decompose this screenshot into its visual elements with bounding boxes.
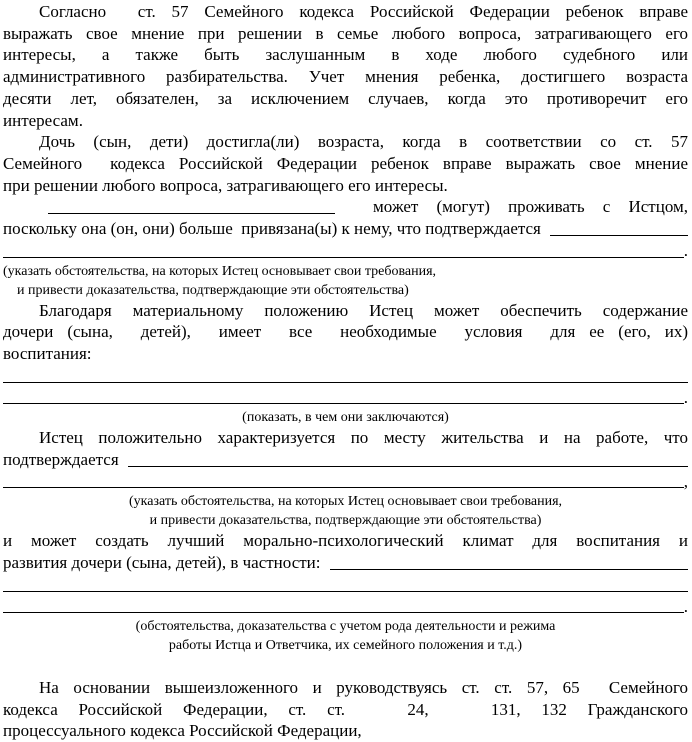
empty-line [3,655,688,677]
doc-line: кодекса Российской Федерации, ст. ст. 24, 131, 132 Гражданского [3,699,688,719]
punctuation: . [683,240,688,260]
blank-field-underline [330,552,689,570]
blank-line-full [3,574,688,596]
punctuation: , [683,471,688,491]
line-in-particular [3,552,688,574]
blank-line-full [3,596,688,618]
punctuation: . [683,596,688,616]
blank-line-full [3,387,688,409]
blank-line-full [3,365,688,387]
hint-text: (обстоятельства, доказательства с учетом рода деятельности и режима [135,619,556,635]
doc-line: поскольку она (он, они) больше привязана(ы) к нему, что подтверждается [3,219,541,239]
doc-line: может (могут) проживать с Истцом, [373,197,688,217]
doc-line: десяти лет, обязателен, за исключением случаев, когда это противоречит его [3,88,688,108]
blank-field-underline [550,218,688,236]
blank-field-underline [3,240,684,258]
paragraph-intro [3,1,688,131]
doc-line: Согласно ст. 57 Семейного кодекса Российской Федерации ребенок вправе [39,2,688,21]
doc-line: На основании вышеизложенного и руководствуясь ст. ст. 57, 65 Семейного [39,677,688,697]
doc-line: Благодаря материальному положению Истец может обеспечить содержание [39,300,688,320]
doc-line: административного разбирательства. Учет мнения ребенка, достигшего возраста [3,67,688,87]
doc-line: выражать свое мнение при решении в семье любого вопроса, затрагивающего его [3,23,688,43]
paragraph-child-age [3,131,688,196]
doc-line: Истец положительно характеризуется по месту жительства и на работе, что [39,428,688,448]
paragraph-legal-basis [3,677,688,742]
doc-line: интересам. [3,110,83,130]
doc-line: дочери (сына, детей), имеет все необходимые условия для ее (его, их) [3,322,688,342]
punctuation: . [683,387,688,407]
hint-text: и привести доказательства, подтверждающие эти обстоятельства) [17,282,409,298]
blank-field-underline [3,471,684,489]
line-attachment [3,218,688,240]
hint-text: работы Истца и Ответчика, их семейного положения и т.д.) [168,638,523,654]
hint-text: (показать, в чем они заключаются) [242,410,449,426]
doc-line: Семейного кодекса Российской Федерации ребенок вправе выражать свое мнение [3,154,688,174]
doc-line: подтверждается [3,449,119,469]
blank-field-underline [128,449,688,467]
doc-line: и может создать лучший морально-психологический климат для воспитания и [3,531,688,551]
doc-line: при решении любого вопроса, затрагивающего его интересы. [3,175,448,195]
blank-field-underline [3,387,684,405]
hint-text: (указать обстоятельства, на которых Истец основывает свои требования, [3,263,437,279]
doc-line: воспитания: [3,344,92,364]
paragraph-material-position [3,300,688,365]
blank-line-full [3,240,688,262]
hint-text: (указать обстоятельства, на которых Истец основывает свои требования, [128,494,563,510]
doc-line: Дочь (сын, дети) достигла(ли) возраста, когда в соответствии со ст. 57 [39,132,688,152]
line-confirmed-by [3,449,688,471]
blank-line-full [3,471,688,493]
blank-field-underline [3,596,684,614]
doc-line: развития дочери (сына, детей), в частности: [3,553,321,573]
doc-line: процессуального кодекса Российской Федерации, [3,721,362,741]
hint-text: и привести доказательства, подтверждающие эти обстоятельства) [149,513,542,529]
doc-line: интересы, а также быть заслушанным в ходе любого судебного или [3,45,688,65]
blank-field-underline [48,196,335,214]
blank-field-underline [3,574,688,592]
line-live-with-plaintiff [3,196,688,218]
blank-field-underline [3,365,688,383]
